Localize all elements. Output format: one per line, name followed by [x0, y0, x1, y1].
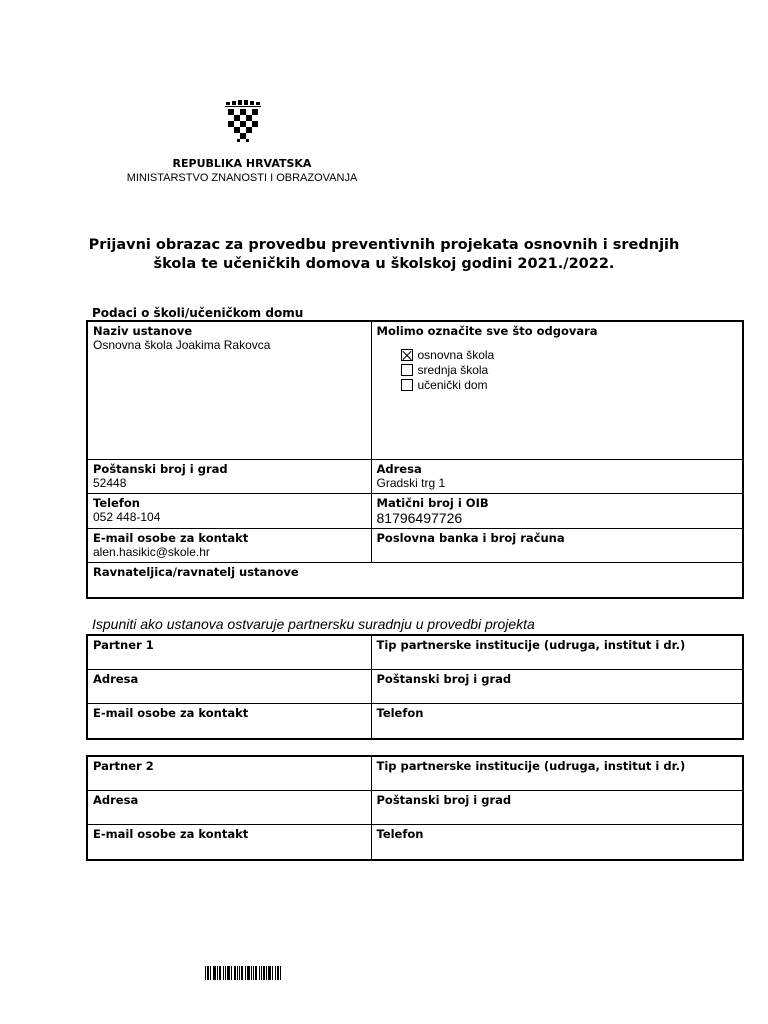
- principal-label: Ravnateljica/ravnatelj ustanove: [93, 564, 299, 579]
- option-secondary-school-label: srednja škola: [417, 362, 489, 377]
- institution-name-cell[interactable]: [87, 321, 371, 459]
- option-primary-school-label: osnovna škola: [417, 347, 495, 362]
- partner-2-address-cell[interactable]: [87, 790, 371, 824]
- institution-name-value: Osnovna škola Joakima Rakovca: [93, 338, 271, 352]
- checkbox-secondary-school[interactable]: [401, 364, 413, 376]
- postal-cell[interactable]: [87, 459, 371, 493]
- partner-1-type-cell[interactable]: [371, 635, 743, 669]
- id-number-value: 81796497726: [376, 509, 463, 526]
- address-value: Gradski trg 1: [376, 475, 446, 490]
- partner-2-table: [86, 755, 744, 861]
- partner-2-phone-label: Telefon: [376, 826, 424, 841]
- address-cell[interactable]: [371, 459, 743, 493]
- ministry-name: MINISTARSTVO ZNANOSTI I OBRAZOVANJA: [126, 172, 358, 184]
- phone-value: 052 448-104: [93, 509, 161, 524]
- principal-cell[interactable]: [87, 562, 743, 598]
- partner-2-postal-label: Poštanski broj i grad: [376, 792, 512, 807]
- email-cell[interactable]: [87, 528, 371, 562]
- partner-2-name-cell[interactable]: [87, 756, 371, 790]
- partner-1-phone-label: Telefon: [376, 705, 424, 720]
- institution-name-label: Naziv ustanove: [93, 324, 193, 338]
- bank-account-cell[interactable]: [371, 528, 743, 562]
- address-label: Adresa: [376, 461, 422, 476]
- partner-note: Ispuniti ako ustanova ostvaruje partnersku suradnju u provedbi projekta: [92, 616, 535, 632]
- email-value: alen.hasikic@skole.hr: [93, 544, 210, 559]
- partner-1-address-label: Adresa: [93, 671, 139, 686]
- id-number-cell[interactable]: [371, 493, 743, 528]
- country-name: REPUBLIKA HRVATSKA: [172, 157, 312, 170]
- phone-cell[interactable]: [87, 493, 371, 528]
- postal-value: 52448: [93, 475, 127, 490]
- partner-1-postal-cell[interactable]: [371, 669, 743, 703]
- partner-1-address-cell[interactable]: [87, 669, 371, 703]
- partner-1-name-cell[interactable]: [87, 635, 371, 669]
- mark-all-label: Molimo označite sve što odgovara: [376, 324, 598, 338]
- form-title-line1: Prijavni obrazac za provedbu preventivnih projekata osnovnih i srednjih: [88, 237, 680, 253]
- form-title-line2: škola te učeničkih domova u školskoj godini 2021./2022.: [153, 256, 615, 272]
- partner-2-name-label: Partner 2: [93, 759, 154, 773]
- school-section-caption: Podaci o školi/učeničkom domu: [92, 306, 304, 320]
- school-data-table: [86, 320, 744, 599]
- option-primary-school[interactable]: [401, 347, 739, 362]
- partner-1-table: [86, 634, 744, 740]
- postal-label: Poštanski broj i grad: [93, 461, 228, 476]
- partner-1-type-label: Tip partnerske institucije (udruga, institut i dr.): [376, 638, 686, 652]
- partner-1-name-label: Partner 1: [93, 638, 154, 652]
- partner-2-email-label: E-mail osobe za kontakt: [93, 826, 249, 841]
- partner-1-postal-label: Poštanski broj i grad: [376, 671, 512, 686]
- checkbox-student-dormitory[interactable]: [401, 379, 413, 391]
- partner-2-postal-cell[interactable]: [371, 790, 743, 824]
- partner-2-type-cell[interactable]: [371, 756, 743, 790]
- partner-2-address-label: Adresa: [93, 792, 139, 807]
- partner-2-type-label: Tip partnerske institucije (udruga, institut i dr.): [376, 759, 686, 773]
- partner-1-email-label: E-mail osobe za kontakt: [93, 705, 249, 720]
- partner-2-phone-cell[interactable]: [371, 824, 743, 860]
- id-number-label: Matični broj i OIB: [376, 495, 489, 510]
- option-student-dormitory-label: učenički dom: [417, 377, 488, 392]
- institution-type-cell: [371, 321, 743, 459]
- croatian-coat-of-arms-icon: [222, 100, 264, 144]
- partner-1-phone-cell[interactable]: [371, 703, 743, 739]
- checkbox-primary-school[interactable]: [401, 349, 413, 361]
- partner-1-email-cell[interactable]: [87, 703, 371, 739]
- bank-account-label: Poslovna banka i broj računa: [376, 530, 565, 545]
- option-secondary-school[interactable]: [401, 362, 739, 377]
- option-student-dormitory[interactable]: [401, 377, 739, 392]
- barcode-icon: [205, 966, 282, 980]
- email-label: E-mail osobe za kontakt: [93, 530, 249, 545]
- form-title: [84, 236, 684, 274]
- phone-label: Telefon: [93, 495, 140, 510]
- partner-2-email-cell[interactable]: [87, 824, 371, 860]
- institution-type-options: [401, 347, 739, 392]
